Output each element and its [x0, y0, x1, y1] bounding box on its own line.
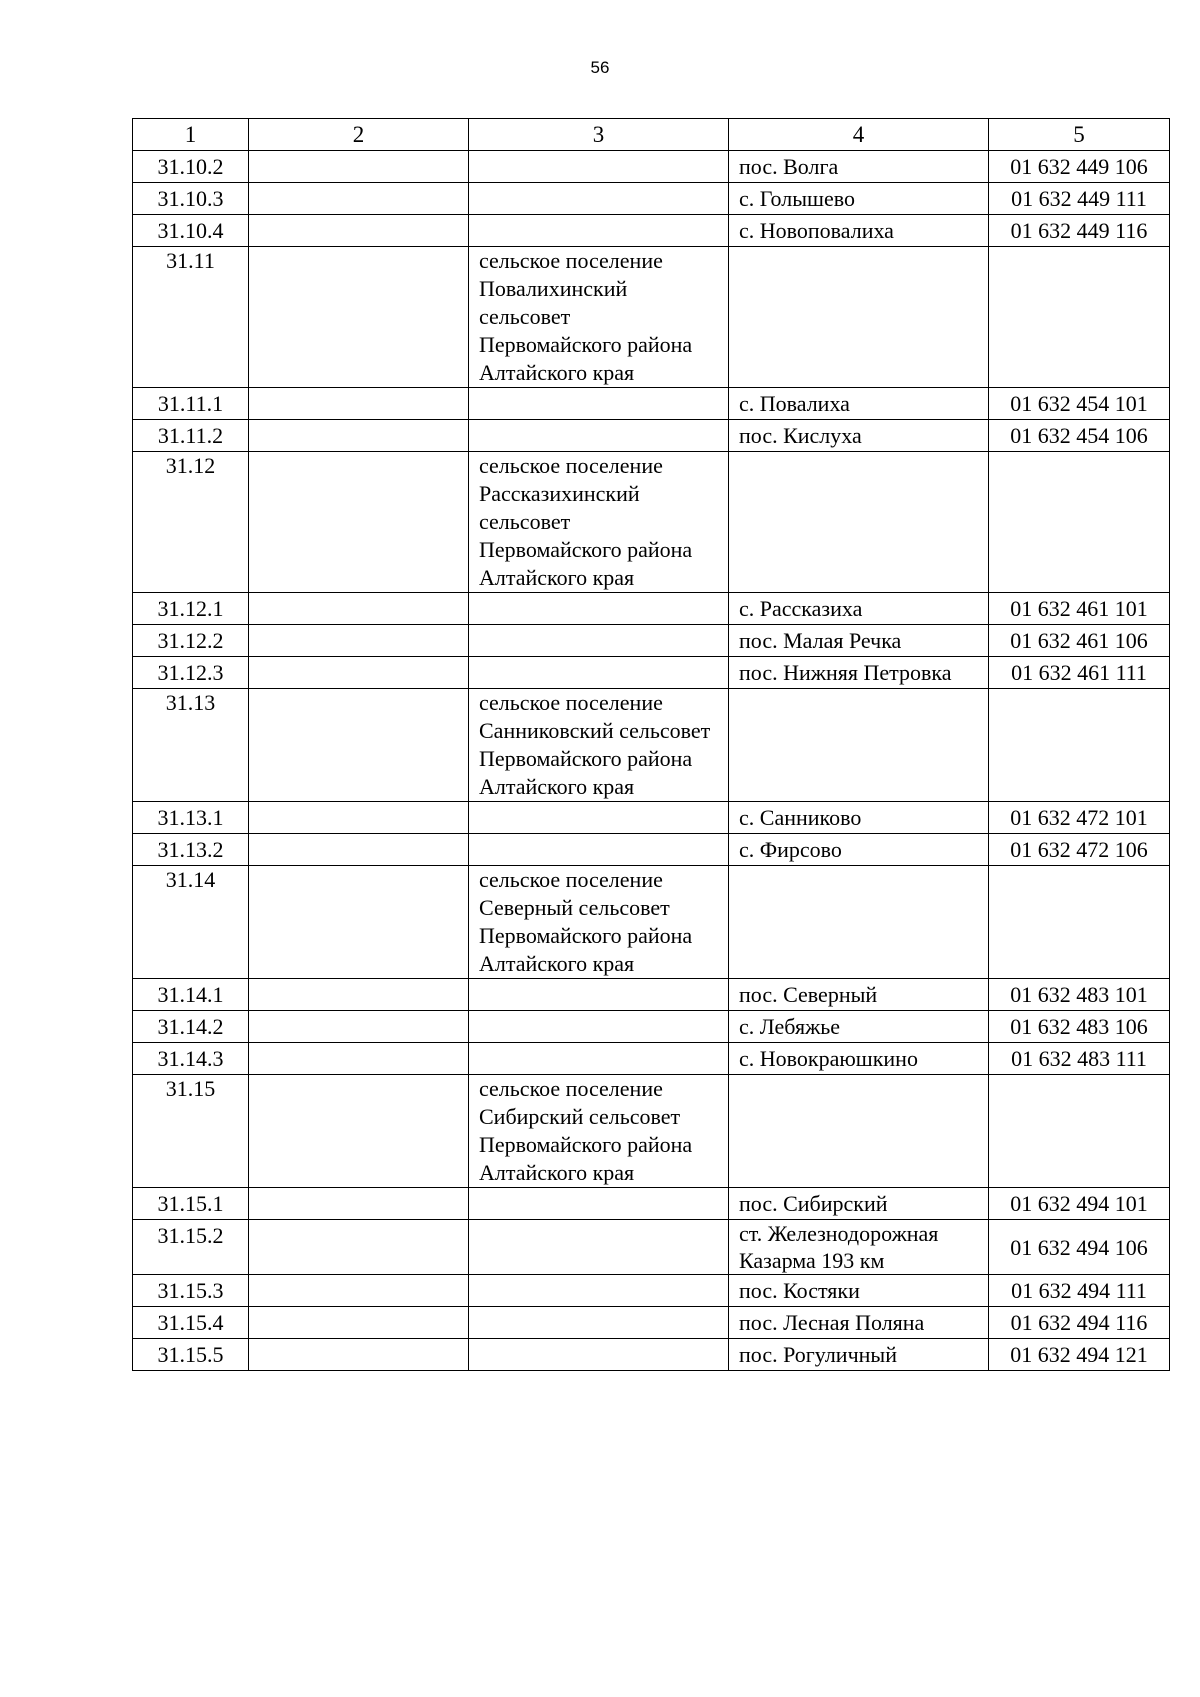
cell-c2 [249, 1188, 469, 1220]
cell-c1: 31.14.2 [133, 1011, 249, 1043]
table-row-settlement [133, 1339, 1170, 1371]
table-row-settlement [133, 183, 1170, 215]
cell-c4: с. Голышево [729, 183, 989, 215]
cell-c2 [249, 247, 469, 388]
header-cell-4: 4 [729, 119, 989, 151]
table-row-settlement [133, 1275, 1170, 1307]
cell-c4: пос. Костяки [729, 1275, 989, 1307]
cell-c2 [249, 689, 469, 802]
cell-c1: 31.10.4 [133, 215, 249, 247]
cell-c2 [249, 866, 469, 979]
cell-c5: 01 632 494 101 [989, 1188, 1170, 1220]
cell-c1: 31.12.3 [133, 657, 249, 689]
cell-c4: с. Рассказиха [729, 593, 989, 625]
table-header-row [133, 119, 1170, 151]
cell-c4: пос. Сибирский [729, 1188, 989, 1220]
cell-c5: 01 632 461 111 [989, 657, 1170, 689]
cell-c1: 31.15.3 [133, 1275, 249, 1307]
cell-c5: 01 632 472 101 [989, 802, 1170, 834]
cell-c3: сельское поселение Северный сельсовет Первомайского района Алтайского края [469, 866, 729, 979]
cell-c4: пос. Нижняя Петровка [729, 657, 989, 689]
table-row-settlement [133, 420, 1170, 452]
cell-c3 [469, 834, 729, 866]
cell-c3 [469, 979, 729, 1011]
cell-c1: 31.13.1 [133, 802, 249, 834]
cell-c5: 01 632 461 106 [989, 625, 1170, 657]
cell-c5: 01 632 454 101 [989, 388, 1170, 420]
cell-c5: 01 632 494 116 [989, 1307, 1170, 1339]
cell-c1: 31.15.5 [133, 1339, 249, 1371]
cell-c2 [249, 1275, 469, 1307]
cell-c4: с. Новокраюшкино [729, 1043, 989, 1075]
cell-c5 [989, 452, 1170, 593]
cell-c1: 31.10.2 [133, 151, 249, 183]
cell-c2 [249, 1011, 469, 1043]
cell-c1: 31.11.2 [133, 420, 249, 452]
cell-c2 [249, 625, 469, 657]
table-row-settlement [133, 625, 1170, 657]
cell-c4: с. Санниково [729, 802, 989, 834]
table-row-settlement [133, 1307, 1170, 1339]
cell-c4: с. Повалиха [729, 388, 989, 420]
cell-c3 [469, 802, 729, 834]
cell-c5 [989, 689, 1170, 802]
table-row-settlement [133, 593, 1170, 625]
cell-c1: 31.14 [133, 866, 249, 979]
cell-c2 [249, 388, 469, 420]
table-row-municipality [133, 689, 1170, 802]
cell-c1: 31.12 [133, 452, 249, 593]
header-cell-2: 2 [249, 119, 469, 151]
cell-c2 [249, 1339, 469, 1371]
header-cell-5: 5 [989, 119, 1170, 151]
cell-c4: ст. Железнодорожная Казарма 193 км [729, 1220, 989, 1275]
cell-c3 [469, 388, 729, 420]
cell-c5 [989, 247, 1170, 388]
cell-c3 [469, 1275, 729, 1307]
cell-c2 [249, 215, 469, 247]
table-row-settlement [133, 1043, 1170, 1075]
table-row-settlement [133, 657, 1170, 689]
table-row-municipality [133, 247, 1170, 388]
cell-c4: пос. Рогуличный [729, 1339, 989, 1371]
cell-c3 [469, 215, 729, 247]
cell-c4: пос. Волга [729, 151, 989, 183]
table-row-settlement [133, 834, 1170, 866]
cell-c4 [729, 247, 989, 388]
cell-c4: пос. Лесная Поляна [729, 1307, 989, 1339]
cell-c1: 31.13 [133, 689, 249, 802]
cell-c5: 01 632 494 121 [989, 1339, 1170, 1371]
cell-c5: 01 632 483 101 [989, 979, 1170, 1011]
cell-c3 [469, 1011, 729, 1043]
cell-c4: с. Фирсово [729, 834, 989, 866]
table-row-settlement [133, 1011, 1170, 1043]
cell-c5: 01 632 483 106 [989, 1011, 1170, 1043]
cell-c3 [469, 1188, 729, 1220]
table-row-settlement [133, 388, 1170, 420]
cell-c1: 31.15.4 [133, 1307, 249, 1339]
cell-c1: 31.14.3 [133, 1043, 249, 1075]
header-cell-1: 1 [133, 119, 249, 151]
cell-c4: пос. Северный [729, 979, 989, 1011]
cell-c1: 31.15.1 [133, 1188, 249, 1220]
settlements-table [132, 118, 1170, 1371]
cell-c2 [249, 1307, 469, 1339]
cell-c1: 31.15.2 [133, 1220, 249, 1275]
table-row-settlement [133, 1220, 1170, 1275]
cell-c4 [729, 452, 989, 593]
cell-c2 [249, 420, 469, 452]
table-row-settlement [133, 1188, 1170, 1220]
cell-c2 [249, 1220, 469, 1275]
cell-c1: 31.12.1 [133, 593, 249, 625]
cell-c2 [249, 593, 469, 625]
cell-c5: 01 632 483 111 [989, 1043, 1170, 1075]
cell-c5: 01 632 449 111 [989, 183, 1170, 215]
cell-c3: сельское поселение Рассказихинский сельсовет Первомайского района Алтайского края [469, 452, 729, 593]
cell-c4 [729, 1075, 989, 1188]
cell-c5: 01 632 494 106 [989, 1220, 1170, 1275]
header-cell-3: 3 [469, 119, 729, 151]
cell-c1: 31.12.2 [133, 625, 249, 657]
cell-c2 [249, 834, 469, 866]
cell-c3: сельское поселение Сибирский сельсовет Первомайского района Алтайского края [469, 1075, 729, 1188]
cell-c2 [249, 979, 469, 1011]
cell-c3 [469, 1043, 729, 1075]
cell-c4 [729, 866, 989, 979]
cell-c3 [469, 183, 729, 215]
cell-c2 [249, 151, 469, 183]
page-number: 56 [590, 58, 610, 77]
table-row-municipality [133, 452, 1170, 593]
cell-c1: 31.10.3 [133, 183, 249, 215]
table-row-municipality [133, 866, 1170, 979]
cell-c2 [249, 657, 469, 689]
cell-c3: сельское поселение Санниковский сельсовет Первомайского района Алтайского края [469, 689, 729, 802]
cell-c2 [249, 802, 469, 834]
cell-c1: 31.11.1 [133, 388, 249, 420]
cell-c5: 01 632 454 106 [989, 420, 1170, 452]
cell-c4 [729, 689, 989, 802]
cell-c5: 01 632 472 106 [989, 834, 1170, 866]
cell-c1: 31.15 [133, 1075, 249, 1188]
cell-c2 [249, 183, 469, 215]
cell-c4: пос. Малая Речка [729, 625, 989, 657]
cell-c3 [469, 1220, 729, 1275]
cell-c2 [249, 452, 469, 593]
table-row-settlement [133, 979, 1170, 1011]
table-row-settlement [133, 215, 1170, 247]
cell-c3 [469, 593, 729, 625]
cell-c1: 31.14.1 [133, 979, 249, 1011]
cell-c1: 31.13.2 [133, 834, 249, 866]
cell-c2 [249, 1043, 469, 1075]
cell-c3: сельское поселение Повалихинский сельсовет Первомайского района Алтайского края [469, 247, 729, 388]
cell-c5: 01 632 494 111 [989, 1275, 1170, 1307]
cell-c3 [469, 1339, 729, 1371]
cell-c3 [469, 1307, 729, 1339]
table-row-settlement [133, 151, 1170, 183]
cell-c5: 01 632 449 116 [989, 215, 1170, 247]
cell-c2 [249, 1075, 469, 1188]
table-row-municipality [133, 1075, 1170, 1188]
cell-c3 [469, 420, 729, 452]
cell-c5: 01 632 449 106 [989, 151, 1170, 183]
cell-c3 [469, 151, 729, 183]
cell-c4: пос. Кислуха [729, 420, 989, 452]
table-row-settlement [133, 802, 1170, 834]
cell-c5 [989, 866, 1170, 979]
cell-c1: 31.11 [133, 247, 249, 388]
cell-c5 [989, 1075, 1170, 1188]
cell-c5: 01 632 461 101 [989, 593, 1170, 625]
cell-c3 [469, 625, 729, 657]
cell-c4: с. Новоповалиха [729, 215, 989, 247]
cell-c4: с. Лебяжье [729, 1011, 989, 1043]
cell-c3 [469, 657, 729, 689]
